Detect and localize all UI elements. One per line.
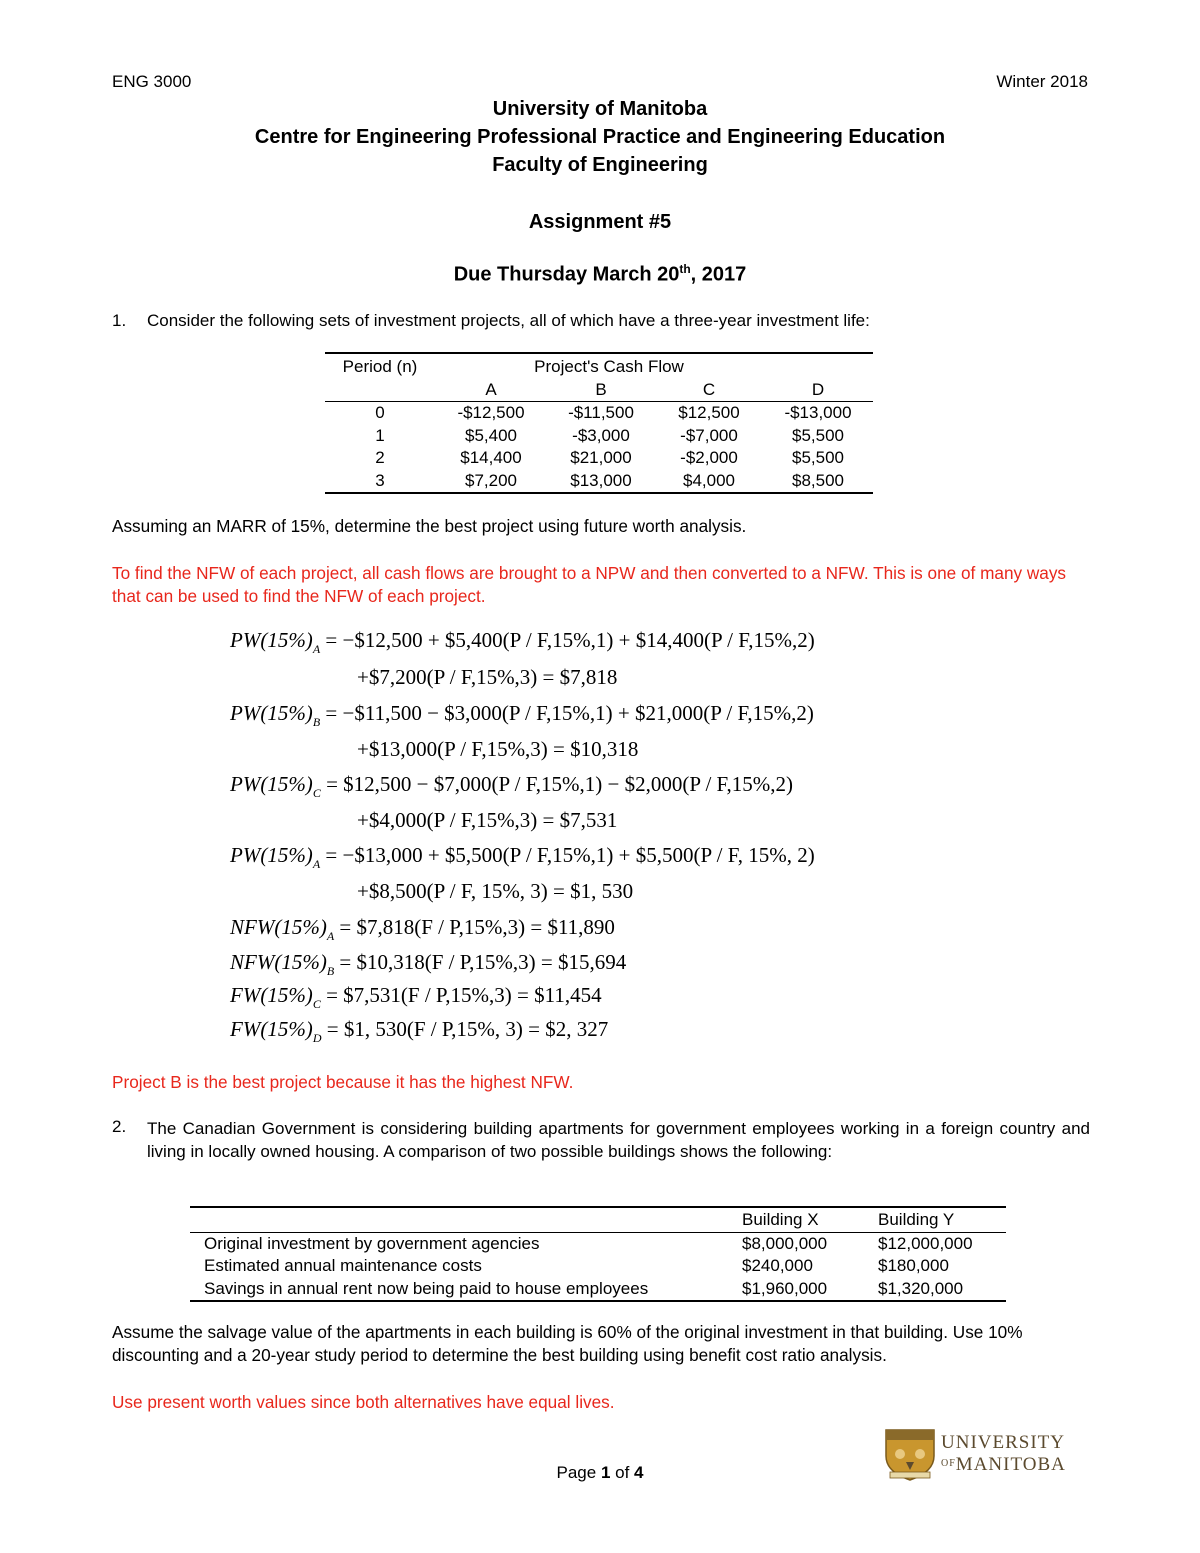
wordmark-line1: UNIVERSITY (941, 1432, 1065, 1453)
term: Winter 2018 (996, 72, 1088, 91)
q2-question: Assume the salvage value of the apartments in each building is 60% of the original investment in that building. Use 10% discounting and a 20-year study period to determine the best building using benefit cost ratio analysis. (112, 1322, 1023, 1365)
table-cell: 1 (375, 425, 385, 445)
table-cell: $21,000 (570, 448, 632, 467)
buildings-table (190, 1206, 1006, 1302)
table-cell: $1,960,000 (742, 1278, 828, 1298)
q1-conclusion: Project B is the best project because it has the highest NFW. (112, 1072, 574, 1092)
university-crest-icon (880, 1426, 940, 1482)
table-row (325, 425, 873, 448)
table-cell: $240,000 (742, 1256, 813, 1275)
centre-title: Centre for Engineering Professional Practice and Engineering Education (254, 126, 946, 148)
col-header: A (485, 379, 497, 399)
table-cell: $180,000 (878, 1256, 949, 1275)
table-cell: 0 (375, 403, 385, 422)
col-header: C (702, 379, 716, 399)
table-cell: -$11,500 (568, 403, 634, 422)
table-cell: 3 (375, 470, 385, 490)
equation-line: $PW(15\%)_A$ = −$12,500 + $5,400(P / F,15%,1) + $14,400(P / F,15%,2) (230, 628, 815, 656)
university-title: University of Manitoba (492, 98, 708, 120)
equation-line: +$4,000(P / F,15%,3) = $7,531 (357, 808, 618, 832)
col-header: Building Y (878, 1210, 955, 1229)
table-cell: $12,500 (678, 403, 740, 422)
faculty-title: Faculty of Engineering (492, 154, 708, 176)
table-cell: $8,500 (792, 470, 844, 490)
table-cell: $8,000,000 (742, 1233, 828, 1253)
equation-line: $NFW(15\%)_B$ = $10,318(F / P,15%,3) = $15,694 (230, 950, 627, 978)
table-cell: $14,400 (460, 448, 522, 467)
col-header (190, 1207, 742, 1232)
table-row (190, 1278, 1006, 1302)
table-cell: 2 (375, 448, 385, 467)
equation-line: +$8,500(P / F, 15%, 3) = $1, 530 (357, 879, 634, 903)
cashflow-group-header: Project's Cash Flow (534, 357, 684, 376)
page-number: Page 1 of 4 (556, 1463, 644, 1482)
q1-number: 1. (112, 311, 127, 330)
col-header: B (595, 379, 607, 399)
equation-line: $FW(15\%)_D$ = $1, 530(F / P,15%, 3) = $2, 327 (230, 1017, 609, 1045)
course-code: ENG 3000 (112, 72, 192, 91)
table-cell: -$13,000 (784, 403, 852, 422)
table-row (325, 447, 873, 470)
col-header: Building X (742, 1210, 819, 1229)
q2-number: 2. (112, 1117, 127, 1136)
table-cell: $5,400 (465, 425, 517, 445)
equation-line: $FW(15\%)_C$ = $7,531(F / P,15%,3) = $11,454 (230, 983, 602, 1011)
equation-line: $PW(15\%)_B$ = −$11,500 − $3,000(P / F,15%,1) + $21,000(P / F,15%,2) (230, 701, 814, 729)
table-cell: -$3,000 (572, 425, 630, 445)
table-row (325, 470, 873, 494)
q1-question: Assuming an MARR of 15%, determine the best project using future worth analysis. (112, 516, 747, 536)
table-cell: $5,500 (792, 448, 844, 467)
table-row (190, 1255, 1006, 1278)
col-header: D (811, 379, 825, 399)
table-cell: $12,000,000 (878, 1233, 973, 1253)
due-date: Due Thursday March 20th, 2017 (453, 262, 747, 286)
table-cell: Savings in annual rent now being paid to house employees (204, 1278, 649, 1298)
cashflow-table (325, 352, 873, 494)
period-header: Period (n) (342, 357, 418, 376)
table-cell: Original investment by government agencies (204, 1233, 540, 1253)
equation-line: +$7,200(P / F,15%,3) = $7,818 (357, 665, 618, 689)
table-cell: $4,000 (683, 470, 735, 490)
table-cell: $5,500 (792, 425, 844, 445)
table-row (325, 402, 873, 425)
table-cell: $1,320,000 (878, 1278, 964, 1298)
table-cell: -$12,500 (457, 403, 525, 422)
q2-prompt: The Canadian Government is considering building apartments for government employees working in a foreign country and living in locally owned housing. A comparison of two possible buildings shows the following: (147, 1119, 1090, 1161)
assignment-title: Assignment #5 (528, 211, 672, 233)
equation-line: $NFW(15\%)_A$ = $7,818(F / P,15%,3) = $11,890 (230, 915, 615, 943)
table-row (190, 1232, 1006, 1255)
table-cell: -$7,000 (680, 425, 738, 445)
equation-line: $PW(15\%)_A$ = −$13,000 + $5,500(P / F,15%,1) + $5,500(P / F, 15%, 2) (230, 843, 815, 871)
q1-prompt: Consider the following sets of investment projects, all of which have a three-year investment life: (147, 311, 870, 330)
q1-answer-intro: To find the NFW of each project, all cash flows are brought to a NPW and then converted to a NFW. This is one of many ways that can be used to find the NFW of each project. (112, 563, 1067, 606)
table-cell: Estimated annual maintenance costs (204, 1256, 482, 1275)
q2-answer: Use present worth values since both alternatives have equal lives. (112, 1392, 615, 1412)
university-wordmark (941, 1432, 1066, 1475)
table-cell: $7,200 (465, 470, 517, 490)
equation-line: +$13,000(P / F,15%,3) = $10,318 (357, 737, 639, 761)
table-cell: $13,000 (570, 470, 632, 490)
table-cell: -$2,000 (680, 448, 738, 467)
equation-line: $PW(15\%)_C$ = $12,500 − $7,000(P / F,15%,1) − $2,000(P / F,15%,2) (230, 772, 794, 800)
wordmark-line2: $^{OF}$MANITOBA (941, 1454, 1066, 1475)
